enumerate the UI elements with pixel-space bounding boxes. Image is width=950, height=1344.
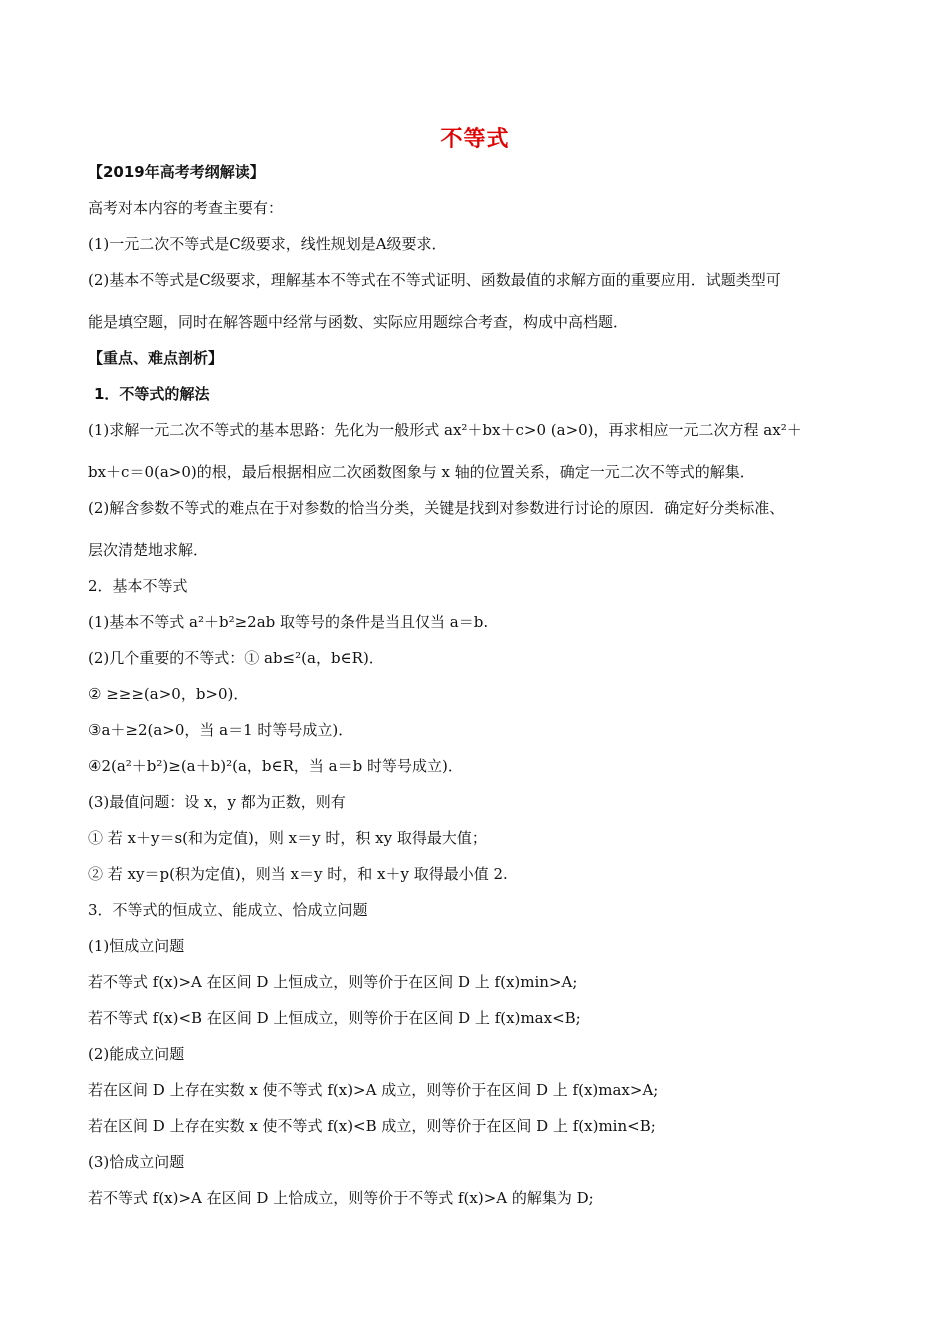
text-line: (2)解含参数不等式的难点在于对参数的恰当分类，关键是找到对参数进行讨论的原因．确定好分类标准、 <box>88 499 785 517</box>
text-line: 高考对本内容的考查主要有： <box>88 199 284 217</box>
page-title: 不等式 <box>440 127 510 152</box>
text-line: 层次清楚地求解． <box>88 541 209 559</box>
text-line: (1)恒成立问题 <box>88 937 185 955</box>
text-line: (3)恰成立问题 <box>88 1153 185 1171</box>
text-line: bx＋c＝0(a>0)的根，最后根据相应二次函数图象与 x 轴的位置关系，确定一元二次不等式的解集． <box>88 463 755 481</box>
text-line: ② ≥≥≥(a>0，b>0)． <box>88 685 249 703</box>
text-line: (1)求解一元二次不等式的基本思路：先化为一般形式 ax²＋bx＋c>0 (a>0)，再求相应一元二次方程 ax²＋ <box>88 421 802 439</box>
subheading-inequality-solving: 1．不等式的解法 <box>94 385 210 403</box>
text-line: ② 若 xy＝p(积为定值)，则当 x＝y 时，和 x＋y 取得最小值 2. <box>88 865 508 883</box>
text-line: (2)几个重要的不等式：① ab≤²(a，b∈R)． <box>88 649 384 667</box>
text-line: ① 若 x＋y＝s(和为定值)，则 x＝y 时，积 xy 取得最大值； <box>88 829 487 847</box>
section-heading-key-points: 【重点、难点剖析】 <box>88 349 224 367</box>
text-line: (2)基本不等式是C级要求，理解基本不等式在不等式证明、函数最值的求解方面的重要应用．试题类型可 <box>88 271 781 289</box>
text-line: (1)基本不等式 a²＋b²≥2ab 取等号的条件是当且仅当 a＝b. <box>88 613 489 631</box>
text-line: 若不等式 f(x)<B 在区间 D 上恒成立，则等价于在区间 D 上 f(x)max<B; <box>88 1009 581 1027</box>
text-line: (2)能成立问题 <box>88 1045 185 1063</box>
text-line: 若不等式 f(x)>A 在区间 D 上恒成立，则等价于在区间 D 上 f(x)min>A; <box>88 973 578 991</box>
section-heading-syllabus: 【2019年高考考纲解读】 <box>88 163 265 181</box>
text-line: 若不等式 f(x)>A 在区间 D 上恰成立，则等价于不等式 f(x)>A 的解集为 D; <box>88 1189 594 1207</box>
text-line: (1)一元二次不等式是C级要求，线性规划是A级要求． <box>88 235 447 253</box>
text-line: ③a＋≥2(a>0，当 a＝1 时等号成立)． <box>88 721 354 739</box>
text-line: ④2(a²＋b²)≥(a＋b)²(a，b∈R，当 a＝b 时等号成立)． <box>88 757 463 775</box>
text-line: 能是填空题，同时在解答题中经常与函数、实际应用题综合考查，构成中高档题． <box>88 313 629 331</box>
subheading-basic-inequality: 2．基本不等式 <box>88 577 188 595</box>
subheading-constant-validity: 3．不等式的恒成立、能成立、恰成立问题 <box>88 901 368 919</box>
text-line: (3)最值问题：设 x，y 都为正数，则有 <box>88 793 346 811</box>
text-line: 若在区间 D 上存在实数 x 使不等式 f(x)>A 成立，则等价于在区间 D 上 f(x)max>A; <box>88 1081 659 1099</box>
text-line: 若在区间 D 上存在实数 x 使不等式 f(x)<B 成立，则等价于在区间 D 上 f(x)min<B; <box>88 1117 656 1135</box>
